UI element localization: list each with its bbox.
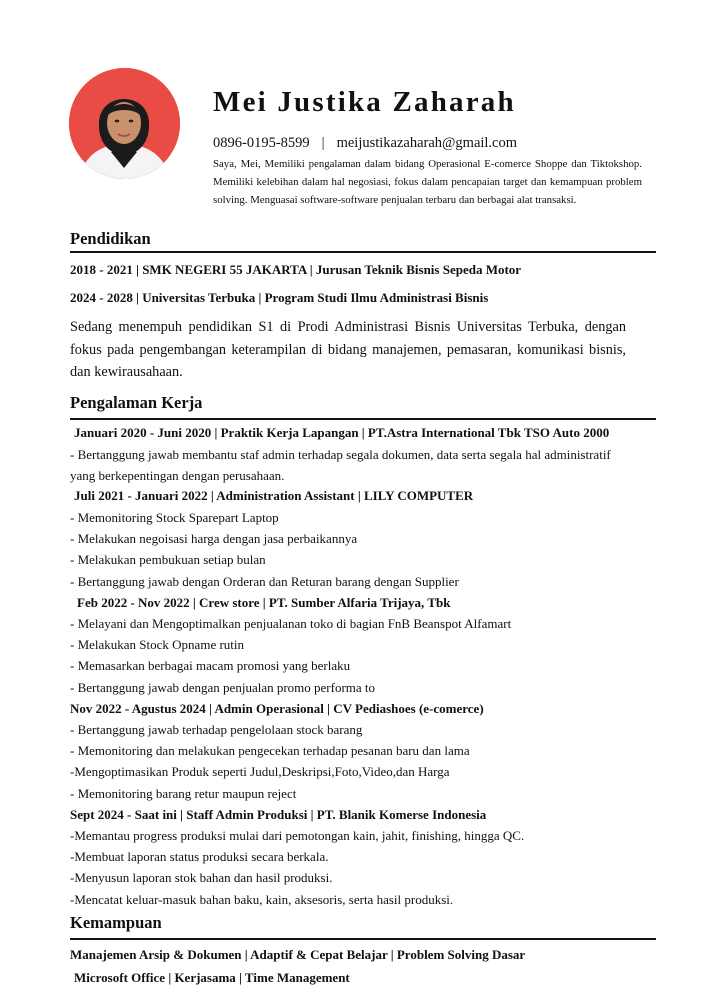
section-divider — [70, 251, 656, 253]
candidate-name: Mei Justika Zaharah — [213, 86, 516, 118]
job-bullet: -Mengoptimasikan Produk seperti Judul,Deskripsi,Foto,Video,dan Harga — [70, 764, 450, 779]
job-bullet: - Memonitoring Stock Sparepart Laptop — [70, 510, 279, 525]
job-bullet: -Mencatat keluar-masuk bahan baku, kain, aksesoris, serta hasil produksi. — [70, 892, 454, 907]
job-bullet: - Bertanggung jawab terhadap pengelolaan stock barang — [70, 722, 363, 737]
email-address: meijustikazaharah@gmail.com — [336, 135, 518, 151]
job-bullet: - Melakukan Stock Opname rutin — [70, 637, 245, 652]
job-bullet: - Bertanggung jawab membantu staf admin terhadap segala dokumen, data serta segala hal administratif yang berkepentingan dengan perusahaan. — [70, 447, 611, 483]
section-divider — [70, 418, 656, 420]
education-description: Sedang menempuh pendidikan S1 di Prodi Administrasi Bisnis Universitas Terbuka, dengan fokus pada pengembangan keterampilan di bidang manajemen, pemasaran, komunikasi bisnis, dan kewirausahaan. — [70, 319, 626, 381]
section-title-experience: Pengalaman Kerja — [70, 393, 203, 412]
job-bullet: - Memonitoring dan melakukan pengecekan terhadap pesanan baru dan lama — [70, 743, 470, 758]
job-header: Sept 2024 - Saat ini | Staff Admin Produksi | PT. Blanik Komerse Indonesia — [70, 807, 487, 822]
contact-separator: | — [321, 135, 325, 151]
job-bullet: - Melakukan pembukuan setiap bulan — [70, 552, 266, 567]
job-bullet: - Bertanggung jawab dengan Orderan dan Returan barang dengan Supplier — [70, 574, 459, 589]
education-entry: 2024 - 2028 | Universitas Terbuka | Program Studi Ilmu Administrasi Bisnis — [70, 290, 489, 305]
skills-line: Microsoft Office | Kerjasama | Time Management — [74, 970, 350, 985]
contact-info — [213, 135, 517, 152]
job-header: Feb 2022 - Nov 2022 | Crew store | PT. Sumber Alfaria Trijaya, Tbk — [77, 595, 451, 610]
profile-photo — [69, 68, 180, 179]
phone-number: 0896-0195-8599 — [213, 135, 310, 151]
job-bullet: -Menyusun laporan stok bahan dan hasil produksi. — [70, 870, 333, 885]
section-divider — [70, 938, 656, 940]
section-title-skills: Kemampuan — [70, 913, 162, 932]
section-title-education: Pendidikan — [70, 229, 151, 248]
job-header: Juli 2021 - Januari 2022 | Administration Assistant | LILY COMPUTER — [74, 488, 474, 503]
job-bullet: - Memasarkan berbagai macam promosi yang berlaku — [70, 658, 351, 673]
job-header: Nov 2022 - Agustus 2024 | Admin Operasional | CV Pediashoes (e-comerce) — [70, 701, 484, 716]
job-header: Januari 2020 - Juni 2020 | Praktik Kerja Lapangan | PT.Astra International Tbk TSO Auto 2000 — [74, 425, 610, 440]
job-bullet: -Membuat laporan status produksi secara berkala. — [70, 849, 329, 864]
profile-summary: Saya, Mei, Memiliki pengalaman dalam bidang Operasional E-comerce Shoppe dan Tiktokshop. Memiliki kelebihan dalam hal negosiasi, fokus dalam pencapaian target dan kemampuan problem solving. Menguasai software-software penjualan terbaru dan berbagai alat transaksi. — [213, 158, 642, 207]
education-entry: 2018 - 2021 | SMK NEGERI 55 JAKARTA | Jurusan Teknik Bisnis Sepeda Motor — [70, 262, 522, 277]
job-bullet: - Melakukan negoisasi harga dengan jasa perbaikannya — [70, 531, 358, 546]
job-bullet: - Bertanggung jawab dengan penjualan promo performa to — [70, 680, 376, 695]
job-bullet: -Memantau progress produksi mulai dari pemotongan kain, jahit, finishing, hingga QC. — [70, 828, 525, 843]
job-bullet: - Memonitoring barang retur maupun reject — [70, 786, 297, 801]
job-bullet: - Melayani dan Mengoptimalkan penjualanan toko di bagian FnB Beanspot Alfamart — [70, 616, 512, 631]
person-portrait-icon — [69, 68, 180, 179]
skills-line: Manajemen Arsip & Dokumen | Adaptif & Cepat Belajar | Problem Solving Dasar — [70, 947, 526, 962]
